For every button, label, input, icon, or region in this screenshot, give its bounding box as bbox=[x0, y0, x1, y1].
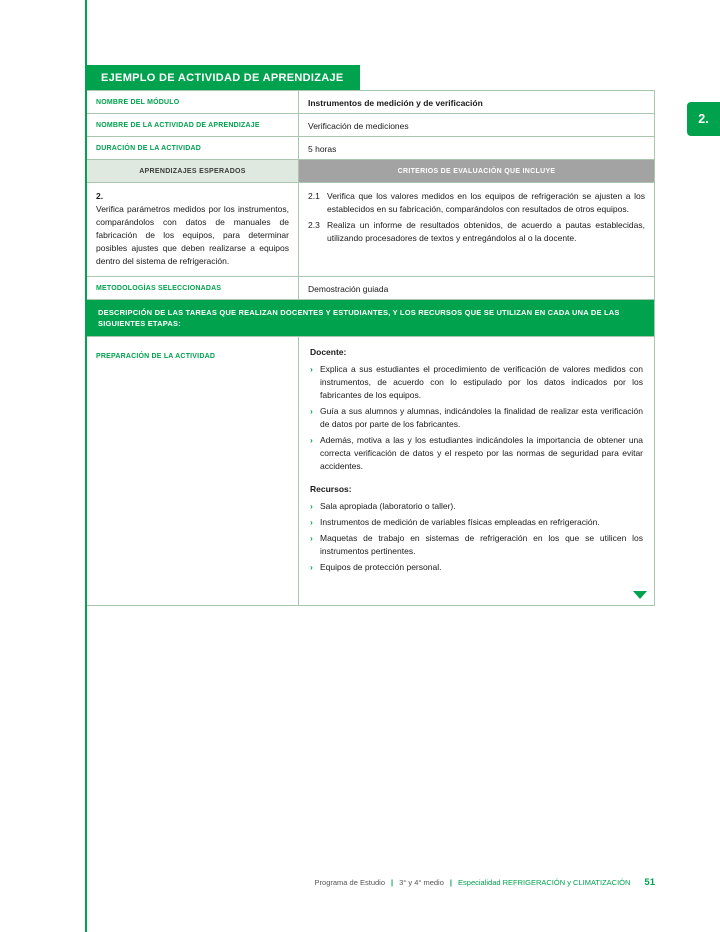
chevron-bullet-icon: › bbox=[310, 501, 313, 511]
list-item bbox=[310, 561, 643, 574]
list-item-text: Sala apropiada (laboratorio o taller). bbox=[320, 501, 456, 511]
footer-program: Programa de Estudio bbox=[314, 878, 386, 887]
activity-name-label: NOMBRE DE LA ACTIVIDAD DE APRENDIZAJE bbox=[96, 121, 260, 129]
list-item bbox=[310, 405, 643, 431]
module-label: NOMBRE DEL MÓDULO bbox=[96, 98, 180, 106]
criterion-text: Verifica que los valores medidos en los equipos de refrigeración se ajusten a los establecidos en su fabricación, comparándolos con resultados de otros equipos. bbox=[327, 191, 645, 214]
methodology-value: Demostración guiada bbox=[308, 283, 389, 294]
chevron-bullet-icon: › bbox=[310, 435, 313, 445]
page-footer bbox=[87, 877, 655, 888]
page-number: 51 bbox=[644, 877, 655, 888]
list-item bbox=[310, 500, 643, 513]
chapter-tab bbox=[687, 102, 720, 136]
preparation-label: PREPARACIÓN DE LA ACTIVIDAD bbox=[96, 353, 216, 360]
table-row-module bbox=[87, 91, 654, 113]
list-item-text: Explica a sus estudiantes el procedimiento de verificación de valores medidos con instrumentos, de acuerdo con lo estipulado por los datos indicados por los fabricantes de los equipos. bbox=[320, 364, 643, 400]
activity-title-bar bbox=[87, 65, 360, 90]
duration-label-cell bbox=[87, 137, 299, 159]
evaluation-criteria-header: CRITERIOS DE EVALUACIÓN QUE INCLUYE bbox=[397, 168, 556, 175]
list-item bbox=[310, 516, 643, 529]
module-value-cell bbox=[299, 91, 654, 113]
outcome-criteria-row bbox=[87, 182, 654, 276]
list-item-text: Instrumentos de medición de variables físicas empleadas en refrigeración. bbox=[320, 517, 600, 527]
module-value: Instrumentos de medición y de verificación bbox=[308, 97, 483, 108]
activity-name-value-cell bbox=[299, 114, 654, 136]
footer-divider: | bbox=[449, 878, 453, 887]
list-item bbox=[310, 363, 643, 402]
chapter-tab-label: 2. bbox=[698, 112, 709, 126]
criterion-number: 2.1 bbox=[308, 191, 320, 201]
duration-value: 5 horas bbox=[308, 143, 337, 154]
list-item bbox=[310, 532, 643, 558]
activity-name-label-cell bbox=[87, 114, 299, 136]
chevron-bullet-icon: › bbox=[310, 364, 313, 374]
table-row-duration bbox=[87, 136, 654, 159]
methodology-label-cell bbox=[87, 277, 299, 299]
docente-heading: Docente: bbox=[310, 347, 347, 357]
recursos-heading: Recursos: bbox=[310, 484, 352, 494]
list-item-text: Además, motiva a las y los estudiantes indicándoles la importancia de obtener una correcta verificación de datos y el respeto por las normas de seguridad para evitar accidentes. bbox=[320, 435, 643, 471]
expected-learnings-header-cell bbox=[87, 160, 299, 182]
criterion-number: 2.3 bbox=[308, 220, 320, 230]
activity-table bbox=[87, 65, 655, 606]
methodology-value-cell bbox=[299, 277, 654, 299]
criterion-item bbox=[308, 190, 645, 216]
list-item-text: Guía a sus alumnos y alumnas, indicándoles la finalidad de realizar esta verificación de datos por parte de los fabricantes. bbox=[320, 406, 643, 429]
duration-value-cell bbox=[299, 137, 654, 159]
duration-label: DURACIÓN DE LA ACTIVIDAD bbox=[96, 144, 202, 152]
footer-grade: 3° y 4° medio bbox=[399, 878, 444, 887]
footer-divider: | bbox=[391, 878, 394, 887]
table-row-activity-name bbox=[87, 113, 654, 136]
module-label-cell bbox=[87, 91, 299, 113]
table-row-methodology bbox=[87, 276, 654, 299]
chevron-bullet-icon: › bbox=[310, 517, 313, 527]
learning-outcome-cell bbox=[87, 183, 299, 276]
chevron-bullet-icon: › bbox=[310, 533, 313, 543]
expected-learnings-header: APRENDIZAJES ESPERADOS bbox=[139, 168, 246, 175]
preparation-row bbox=[87, 336, 654, 605]
preparation-label-cell bbox=[87, 337, 299, 605]
preparation-content-cell bbox=[299, 337, 654, 605]
evaluation-criteria-header-cell bbox=[299, 160, 654, 182]
criterion-item bbox=[308, 219, 645, 245]
chevron-bullet-icon: › bbox=[310, 406, 313, 416]
criterion-text: Realiza un informe de resultados obtenidos, de acuerdo a pautas establecidas, utilizando procesadores de textos y entregándolos al o la docente. bbox=[327, 220, 645, 243]
chevron-bullet-icon: › bbox=[310, 562, 313, 572]
activity-title: EJEMPLO DE ACTIVIDAD DE APRENDIZAJE bbox=[101, 72, 344, 84]
activity-grid bbox=[87, 90, 655, 606]
footer-specialty: Especialidad REFRIGERACIÓN y CLIMATIZACIÓN bbox=[458, 878, 631, 887]
evaluation-criteria-cell bbox=[299, 183, 654, 276]
table-header-row bbox=[87, 159, 654, 182]
methodology-label: METODOLOGÍAS SELECCIONADAS bbox=[96, 284, 222, 292]
continuation-triangle-icon bbox=[633, 591, 647, 599]
learning-outcome-number: 2. bbox=[96, 191, 104, 201]
activity-name-value: Verificación de mediciones bbox=[308, 120, 409, 131]
list-item-text: Maquetas de trabajo en sistemas de refrigeración en los que se utilicen los instrumentos pertinentes. bbox=[320, 533, 643, 556]
learning-outcome-text: Verifica parámetros medidos por los instrumentos, comparándolos con datos de manuales de fabricación de los equipos, para determinar posibles ajustes que deben realizarse a equipos dentro del sistema de refrigeración. bbox=[96, 204, 289, 266]
list-item bbox=[310, 434, 643, 473]
description-banner: DESCRIPCIÓN DE LAS TAREAS QUE REALIZAN DOCENTES Y ESTUDIANTES, Y LOS RECURSOS QUE SE UTILIZAN EN CADA UNA DE LAS SIGUIENTES ETAPAS: bbox=[87, 299, 654, 336]
list-item-text: Equipos de protección personal. bbox=[320, 562, 442, 572]
